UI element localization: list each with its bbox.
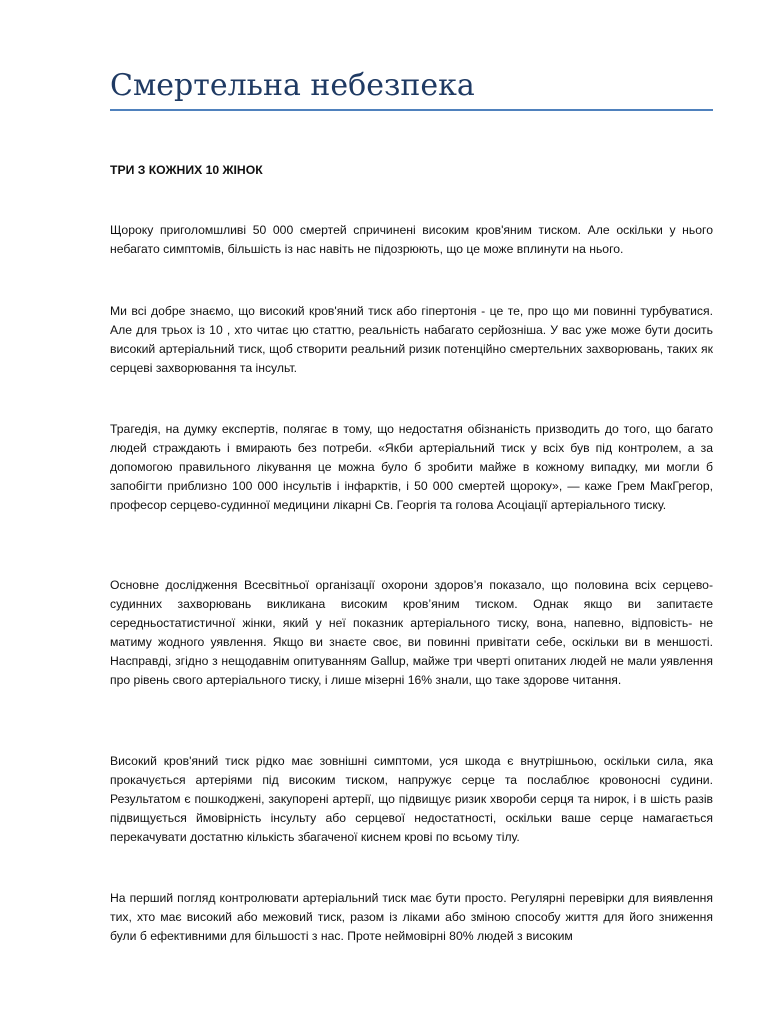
title-underline	[110, 109, 713, 111]
body-paragraph-3: Трагедія, на думку експертів, полягає в тому, що недостатня обізнаність призводить до того, що багато людей страждають і вмирають без потреби. «Якби артеріальний тиск у всіх був під контролем, а за допомогою правильного лікування це можна було б зробити майже в кожному випадку, ми могли б запобігти приблизно 100 000 інсультів і інфарктів, і 50 000 смертей щороку», — каже Грем МакГрегор, професор серцево-судинної медицини лікарні Св. Георгія та голова Асоціації артеріального тиску.	[110, 422, 713, 512]
document-title: Смертельна небезпека	[110, 68, 475, 103]
body-paragraph-2: Ми всі добре знаємо, що високий кров'яний тиск або гіпертонія - це те, про що ми повинні турбуватися. Але для трьох із 10 , хто читає цю статтю, реальність набагато серйозніша. У вас уже може бути досить високий артеріальний тиск, щоб створити реальний ризик потенційно смертельних захворювань, таких як серцеві захворювання та інсульт.	[110, 304, 713, 375]
body-paragraph-4: Основне дослідження Всесвітньої організації охорони здоров’я показало, що половина всіх серцево-судинних захворювань викликана високим кров’яним тиском. Однак якщо ви запитаєте середньостатистичної жінки, який у неї показник артеріального тиску, вона, напевно, відповість- не матиму жодного уявлення. Якщо ви знаєте своє, ви повинні привітати себе, оскільки ви в меншості. Насправді, згідно з нещодавнім опитуванням Gallup, майже три чверті опитаних людей не мали уявлення про рівень свого артеріального тиску, і лише мізерні 16% знали, що таке здорове читання.	[110, 578, 713, 687]
body-paragraph-5: Високий кров'яний тиск рідко має зовнішні симптоми, уся шкода є внутрішньою, оскільки сила, яка прокачується артеріями під високим тиском, напружує серце та послаблює кровоносні судини. Результатом є пошкоджені, закупорені артерії, що підвищує ризик хвороби серця та нирок, і в шість разів підвищується ймовірність інсульту або серцевої недостатності, оскільки ваше серце намагається перекачувати достатню кількість збагаченої киснем крові по всьому тілу.	[110, 754, 713, 844]
body-paragraph-1: Щороку приголомшливі 50 000 смертей спричинені високим кров'яним тиском. Але оскільки у нього небагато симптомів, більшість із нас навіть не підозрюють, що це може вплинути на нього.	[110, 223, 713, 256]
body-paragraph-6: На перший погляд контролювати артеріальний тиск має бути просто. Регулярні перевірки для виявлення тих, хто має високий або межовий тиск, разом із ліками або зміною способу життя для його зниження були б ефективними для більшості з нас. Проте неймовірні 80% людей з високим	[110, 891, 713, 943]
section-subheading: ТРИ З КОЖНИХ 10 ЖІНОК	[110, 163, 263, 177]
